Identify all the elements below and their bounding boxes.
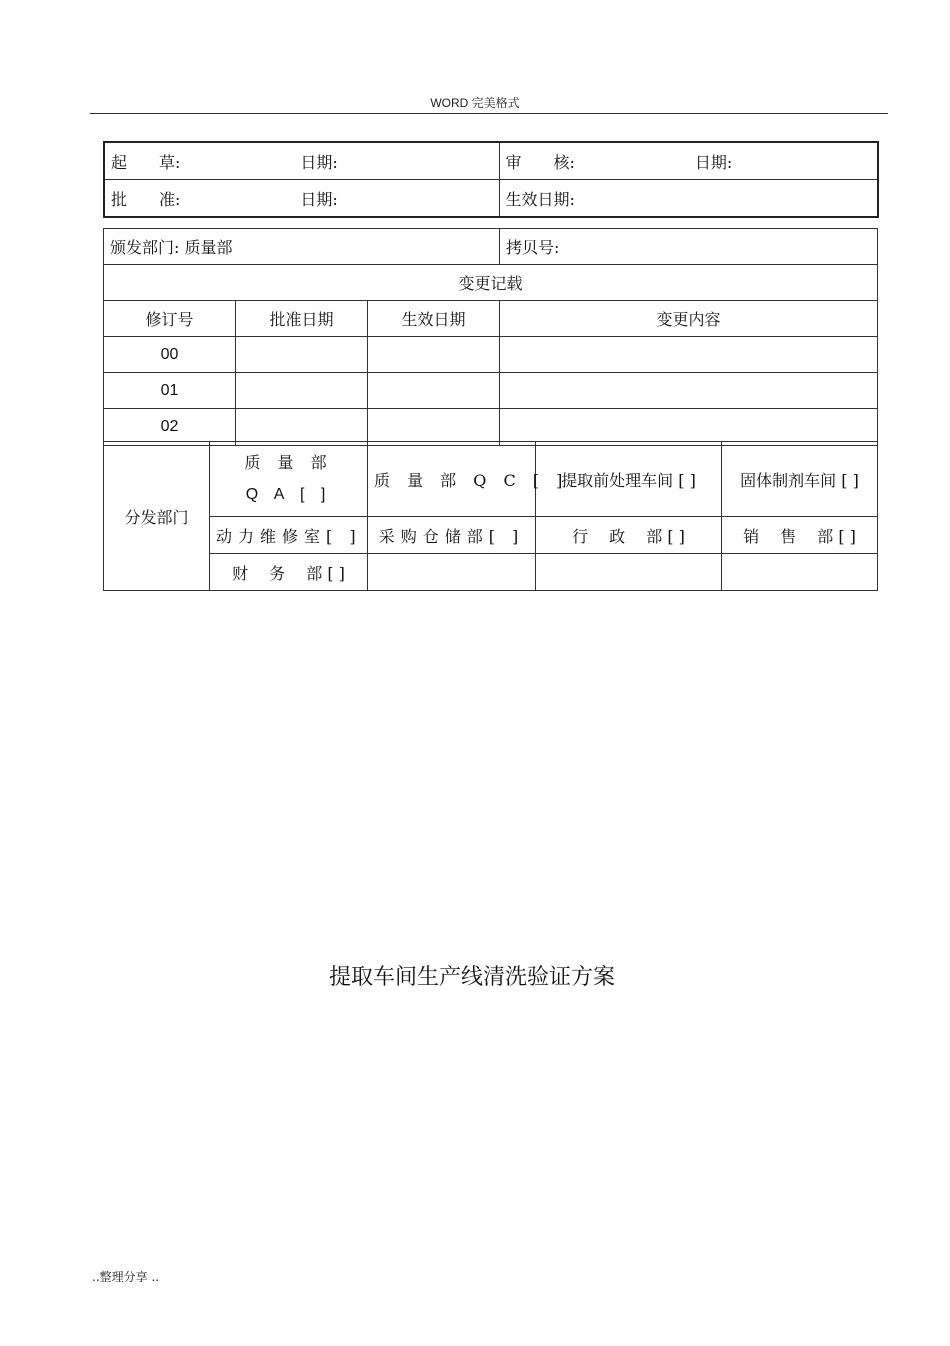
empty-cell — [536, 554, 722, 591]
column-header-revision: 修订号 — [104, 301, 236, 337]
solid-preparation-workshop: 固体制剂车间 [ ] — [722, 442, 878, 517]
approved-label: 批 准: — [111, 189, 181, 209]
copy-number-cell — [500, 229, 878, 265]
effective-date-value — [368, 409, 500, 446]
effective-date-value — [368, 337, 500, 373]
change-record-header-row — [104, 301, 878, 337]
column-header-approval-date: 批准日期 — [236, 301, 368, 337]
power-maintenance-room: 动力维修室[ ] — [210, 517, 368, 554]
extraction-workshop: 提取前处理车间 [ ] — [536, 442, 722, 517]
revision-number: 01 — [104, 373, 236, 409]
drafted-date-label: 日期: — [300, 152, 338, 172]
change-content-value — [500, 337, 878, 373]
issuing-department-cell — [104, 229, 500, 265]
signature-row-2 — [104, 180, 878, 218]
effective-date-label: 生效日期: — [505, 189, 575, 209]
page-footer: ..整理分享 .. — [92, 1270, 160, 1284]
issuing-department-label: 颁发部门: — [110, 238, 180, 257]
effective-date-cell — [499, 180, 878, 218]
table-row — [104, 409, 878, 446]
reviewed-date-label: 日期: — [694, 152, 733, 172]
qa-department — [210, 442, 368, 517]
copy-number-label: 拷贝号: — [506, 238, 560, 257]
approved-date-label: 日期: — [300, 189, 338, 209]
qa-department-line2: Q A [ ] — [245, 486, 332, 503]
change-content-value — [500, 373, 878, 409]
issue-row — [104, 229, 878, 265]
empty-cell — [722, 554, 878, 591]
change-record-title-row — [104, 265, 878, 301]
revision-number: 02 — [104, 409, 236, 446]
page-header-title: WORD 完美格式 — [430, 96, 520, 110]
approval-date-value — [236, 409, 368, 446]
effective-date-value — [368, 373, 500, 409]
distribution-table — [103, 441, 878, 591]
drafted-cell — [104, 142, 499, 180]
signature-table — [103, 141, 879, 218]
change-record-title: 变更记载 — [104, 265, 878, 301]
empty-cell — [368, 554, 536, 591]
qa-department-line1: 质 量 部 — [244, 453, 333, 472]
change-record-table — [103, 228, 878, 446]
signature-row-1 — [104, 142, 878, 180]
distribution-row-1 — [104, 442, 878, 517]
administration-dept: 行 政 部 [ ] — [536, 517, 722, 554]
column-header-change-content: 变更内容 — [500, 301, 878, 337]
issuing-department-value: 质量部 — [184, 238, 233, 257]
table-row — [104, 373, 878, 409]
approval-date-value — [236, 337, 368, 373]
purchasing-warehouse-dept: 采购仓储部[ ] — [368, 517, 536, 554]
reviewed-label: 审 核: — [505, 152, 575, 172]
qc-department: 质 量 部 Q C [ ] — [368, 442, 536, 517]
revision-number: 00 — [104, 337, 236, 373]
approved-cell — [104, 180, 499, 218]
distribution-row-2 — [104, 517, 878, 554]
distribution-label: 分发部门 — [104, 442, 210, 591]
distribution-row-3 — [104, 554, 878, 591]
reviewed-cell — [499, 142, 878, 180]
column-header-effective-date: 生效日期 — [368, 301, 500, 337]
table-row — [104, 337, 878, 373]
sales-dept: 销 售 部 [ ] — [722, 517, 878, 554]
change-content-value — [500, 409, 878, 446]
drafted-label: 起 草: — [111, 152, 181, 172]
document-title: 提取车间生产线清洗验证方案 — [328, 965, 615, 990]
finance-dept: 财 务 部 [ ] — [210, 554, 368, 591]
header-divider — [90, 113, 888, 114]
approval-date-value — [236, 373, 368, 409]
